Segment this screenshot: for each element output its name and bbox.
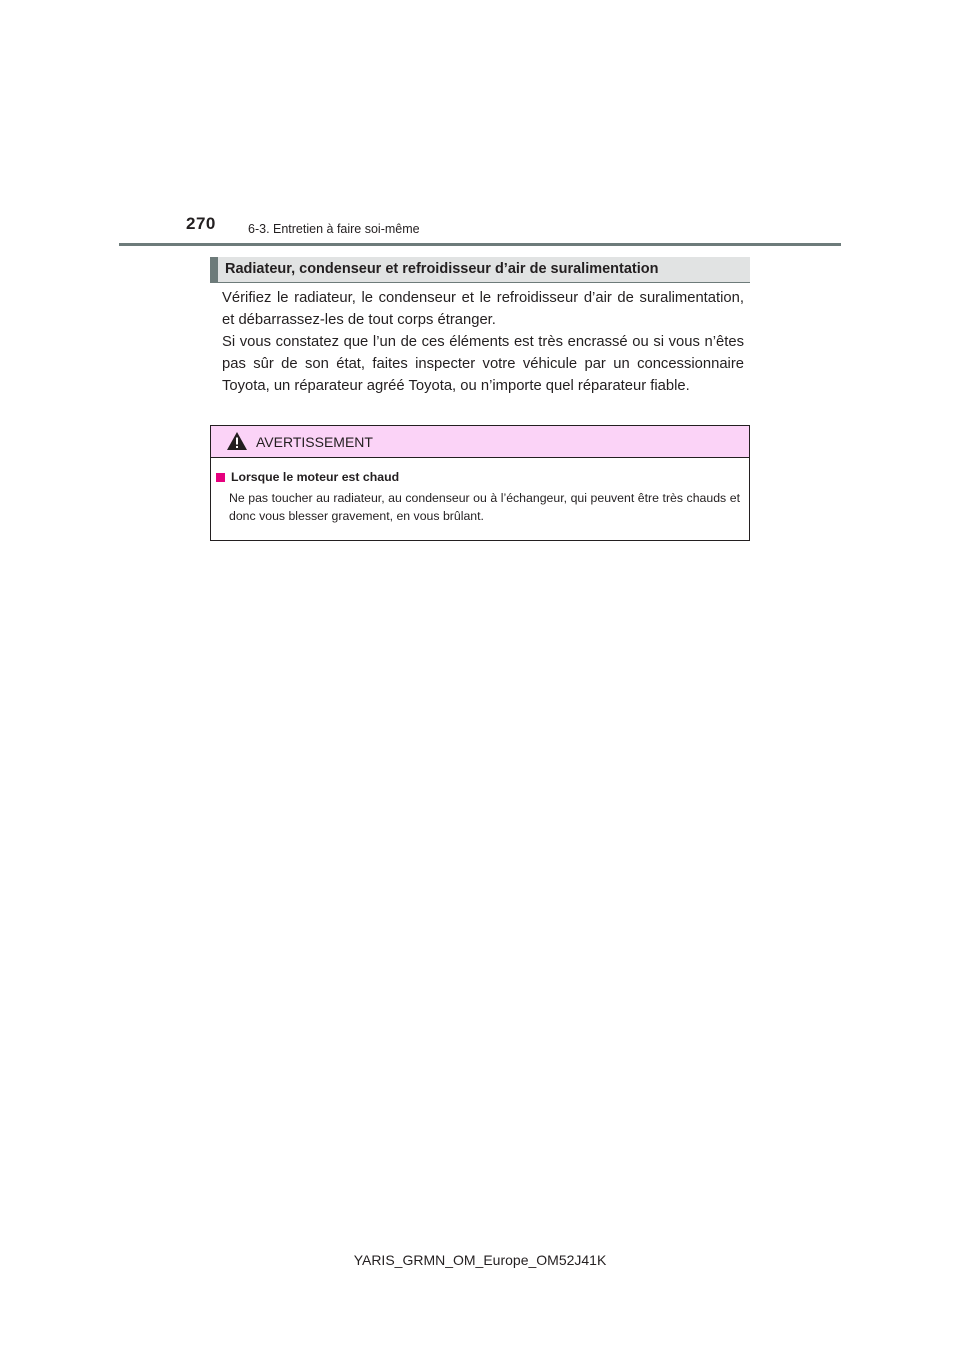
warning-item-title (216, 470, 740, 484)
section-title: Radiateur, condenseur et refroidisseur d’air de suralimentation (225, 261, 659, 277)
warning-box (210, 425, 750, 541)
paragraph: Vérifiez le radiateur, le condenseur et le refroidisseur d’air de suralimentation, et débarrassez-les de tout corps étranger. (222, 290, 744, 328)
breadcrumb: 6-3. Entretien à faire soi-même (248, 222, 420, 236)
warning-header (211, 426, 749, 458)
page-number: 270 (186, 214, 216, 233)
body-text (222, 287, 744, 397)
warning-body (211, 458, 749, 525)
square-bullet-icon (216, 473, 225, 482)
footer-document-code: YARIS_GRMN_OM_Europe_OM52J41K (353, 1252, 607, 1268)
warning-text: Ne pas toucher au radiateur, au condenseur ou à l’échangeur, qui peuvent être très chauds et donc vous blesser gravement, en vous brûlant. (229, 491, 740, 523)
paragraph: Si vous constatez que l’un de ces éléments est très encrassé ou si vous n’êtes pas sûr de son état, faites inspecter votre véhicule par un concessionnaire Toyota, un réparateur agréé Toyota, ou n’importe quel réparateur fiable. (222, 334, 744, 394)
warning-triangle-icon (226, 431, 248, 451)
header-rule (119, 243, 841, 246)
warning-label: AVERTISSEMENT (256, 434, 373, 450)
section-heading-bar (210, 257, 218, 282)
section-heading (210, 257, 750, 283)
warning-item-title-text: Lorsque le moteur est chaud (231, 470, 400, 484)
